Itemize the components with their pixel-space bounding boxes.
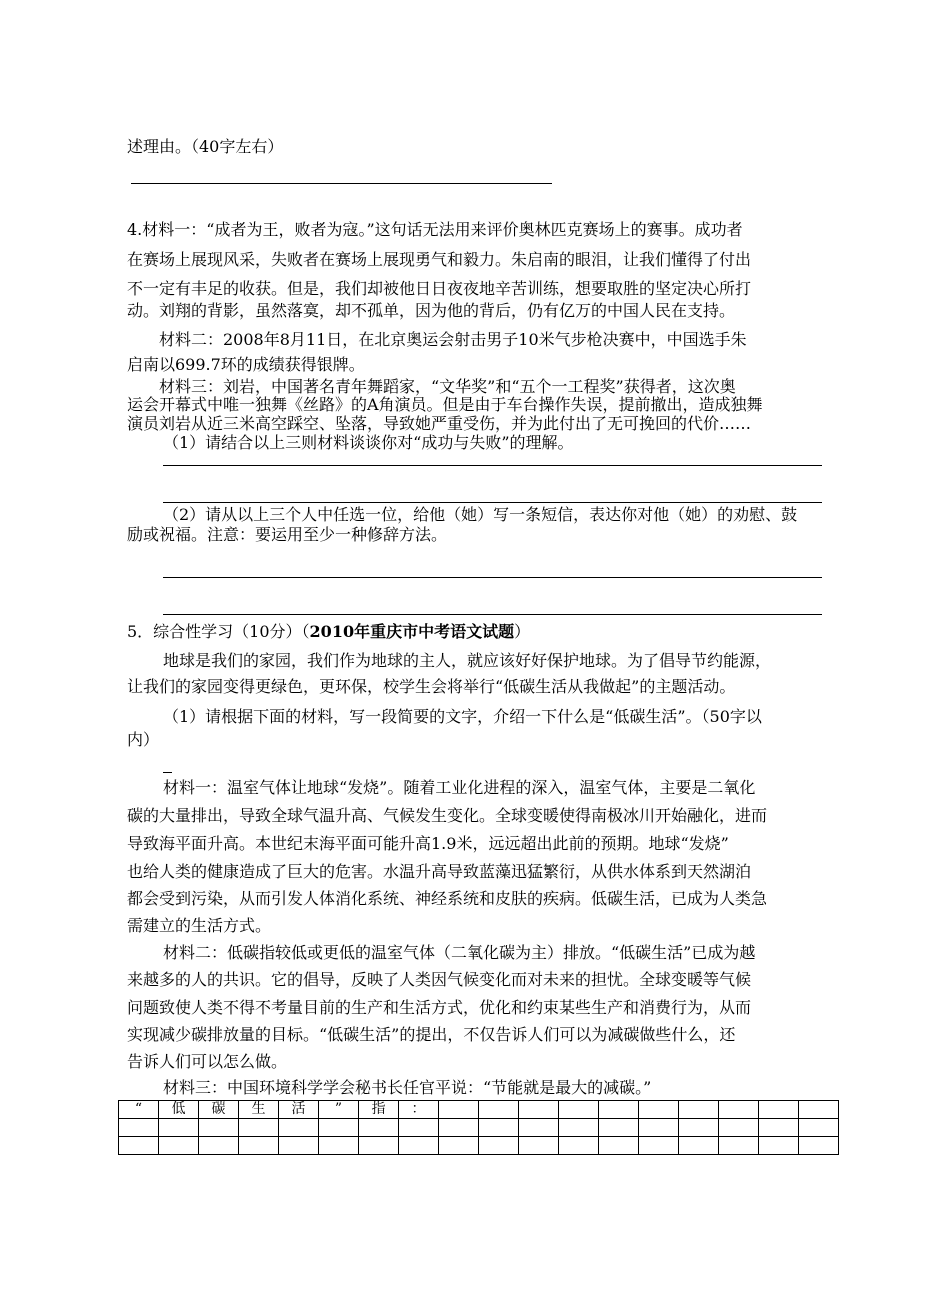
grid-cell[interactable]	[359, 1137, 399, 1155]
q4-material1-line: 动。刘翔的背影，虽然落寞，却不孤单，因为他的背后，仍有亿万的中国人民在支持。	[127, 301, 736, 320]
q5-material2-line: 告诉人们可以怎么做。	[127, 1052, 288, 1071]
q5-heading	[127, 622, 530, 642]
grid-cell[interactable]	[199, 1137, 239, 1155]
grid-cell[interactable]	[359, 1119, 399, 1137]
grid-cell[interactable]	[479, 1119, 519, 1137]
grid-cell[interactable]	[719, 1101, 759, 1119]
grid-cell[interactable]	[759, 1119, 799, 1137]
grid-cell[interactable]	[119, 1137, 159, 1155]
grid-cell[interactable]	[279, 1119, 319, 1137]
grid-cell[interactable]	[799, 1119, 839, 1137]
q5-material3-line: 材料三：中国环境科学学会秘书长任官平说：“节能就是最大的减碳。”	[163, 1078, 652, 1097]
grid-cell[interactable]: 生	[239, 1101, 279, 1119]
q5-heading-close: ）	[514, 622, 531, 641]
grid-cell[interactable]	[559, 1101, 599, 1119]
grid-cell[interactable]	[759, 1101, 799, 1119]
grid-cell[interactable]: “	[119, 1101, 159, 1119]
grid-cell[interactable]	[759, 1137, 799, 1155]
q4-material1-line: 4.材料一：“成者为王，败者为寇。”这句话无法用来评价奥林匹克赛场上的赛事。成功者	[127, 220, 743, 239]
grid-cell[interactable]	[519, 1101, 559, 1119]
q5-material1-line: 材料一：温室气体让地球“发烧”。随着工业化进程的深入，温室气体，主要是二氧化	[163, 778, 756, 797]
grid-row	[119, 1119, 839, 1137]
q4-sub2-answer-line[interactable]	[163, 577, 822, 578]
q5-material2-line: 材料二：低碳指较低或更低的温室气体（二氧化碳为主）排放。“低碳生活”已成为越	[163, 943, 756, 962]
q4-sub1-prompt: （1）请结合以上三则材料谈谈你对“成功与失败”的理解。	[163, 433, 574, 452]
q4-material1-line: 在赛场上展现风采，失败者在赛场上展现勇气和毅力。朱启南的眼泪，让我们懂得了付出	[127, 250, 752, 269]
grid-cell[interactable]	[159, 1137, 199, 1155]
q4-sub2-prompt: 励或祝福。注意：要运用至少一种修辞方法。	[127, 525, 448, 544]
q4-material2-line: 材料二：2008年8月11日，在北京奥运会射击男子10米气步枪决赛中，中国选手朱	[159, 330, 747, 349]
q5-material2-line: 来越多的人的共识。它的倡导，反映了人类因气候变化而对未来的担忧。全球变暖等气候	[127, 970, 752, 989]
grid-cell[interactable]	[439, 1137, 479, 1155]
q5-material1-line: 导致海平面升高。本世纪末海平面可能升高1.9米，远远超出此前的预期。地球“发烧”	[127, 834, 729, 853]
grid-cell[interactable]	[559, 1119, 599, 1137]
grid-cell[interactable]	[639, 1101, 679, 1119]
q4-sub2-answer-line[interactable]	[163, 614, 822, 615]
grid-cell[interactable]	[519, 1119, 559, 1137]
grid-cell[interactable]	[679, 1101, 719, 1119]
grid-cell[interactable]: ：	[399, 1101, 439, 1119]
grid-cell[interactable]	[799, 1137, 839, 1155]
grid-cell[interactable]	[279, 1137, 319, 1155]
q3-tail-text: 述理由。（40字左右）	[127, 137, 284, 156]
q5-heading-label: 5．综合性学习（10分）（	[127, 622, 310, 641]
grid-cell[interactable]	[599, 1137, 639, 1155]
grid-cell[interactable]	[319, 1119, 359, 1137]
q5-material1-line: 也给人类的健康造成了巨大的危害。水温升高导致蓝藻迅猛繁衍，从供水体系到天然湖泊	[127, 862, 752, 881]
grid-cell[interactable]	[719, 1119, 759, 1137]
grid-cell[interactable]	[399, 1119, 439, 1137]
grid-cell[interactable]	[439, 1101, 479, 1119]
grid-cell[interactable]	[439, 1119, 479, 1137]
grid-cell[interactable]	[639, 1119, 679, 1137]
q4-material1-line: 不一定有丰足的收获。但是，我们却被他日日夜夜地辛苦训练，想要取胜的坚定决心所打	[127, 279, 752, 298]
grid-cell[interactable]: 低	[159, 1101, 199, 1119]
q5-heading-source: 2010年重庆市中考语文试题	[309, 622, 515, 641]
grid-cell[interactable]	[319, 1137, 359, 1155]
grid-cell[interactable]: 碳	[199, 1101, 239, 1119]
grid-cell[interactable]	[479, 1101, 519, 1119]
q5-sub1-prompt: 内）	[127, 730, 160, 749]
q5-material1-line: 都会受到污染，从而引发人体消化系统、神经系统和皮肤的疾病。低碳生活，已成为人类急	[127, 889, 768, 908]
q5-material2-line: 问题致使人类不得不考量目前的生产和生活方式，优化和约束某些生产和消费行为，从而	[127, 998, 752, 1017]
q4-material3-line: 材料三：刘岩，中国著名青年舞蹈家，“文华奖”和“五个一工程奖”获得者，这次奥	[159, 377, 736, 396]
grid-cell[interactable]	[639, 1137, 679, 1155]
grid-cell[interactable]: 活	[279, 1101, 319, 1119]
grid-cell[interactable]	[599, 1119, 639, 1137]
answer-grid	[118, 1100, 839, 1155]
grid-cell[interactable]	[599, 1101, 639, 1119]
grid-cell[interactable]	[519, 1137, 559, 1155]
q4-sub1-answer-line[interactable]	[163, 465, 822, 466]
q4-sub2-prompt: （2）请从以上三个人中任选一位，给他（她）写一条短信，表达你对他（她）的劝慰、鼓	[163, 505, 798, 524]
grid-cell[interactable]	[399, 1137, 439, 1155]
grid-cell[interactable]	[559, 1137, 599, 1155]
grid-cell[interactable]	[679, 1137, 719, 1155]
grid-cell[interactable]	[159, 1119, 199, 1137]
grid-row	[119, 1137, 839, 1155]
grid-cell[interactable]	[119, 1119, 159, 1137]
q4-material3-line: 运会开幕式中唯一独舞《丝路》的A角演员。但是由于车台操作失误，提前撤出，造成独舞	[127, 395, 763, 414]
grid-cell[interactable]	[239, 1137, 279, 1155]
q4-material2-line: 启南以699.7环的成绩获得银牌。	[127, 355, 365, 374]
q5-intro-line: 地球是我们的家园，我们作为地球的主人，就应该好好保护地球。为了倡导节约能源，	[163, 651, 772, 670]
grid-cell[interactable]: ”	[319, 1101, 359, 1119]
q5-sub1-prompt: （1）请根据下面的材料，写一段简要的文字，介绍一下什么是“低碳生活”。（50字以	[163, 707, 762, 726]
q5-material1-line: 碳的大量排出，导致全球气温升高、气候发生变化。全球变暖使得南极冰川开始融化，进而	[127, 806, 768, 825]
grid-row	[119, 1101, 839, 1119]
q4-sub1-answer-line[interactable]	[163, 502, 822, 503]
q5-sub1-cursor-mark	[163, 772, 172, 773]
q5-intro-line: 让我们的家园变得更绿色，更环保，校学生会将举行“低碳生活从我做起”的主题活动。	[127, 677, 736, 696]
q4-material3-line: 演员刘岩从近三米高空踩空、坠落，导致她严重受伤，并为此付出了无可挽回的代价……	[127, 414, 752, 433]
grid-cell[interactable]	[479, 1137, 519, 1155]
grid-cell[interactable]	[719, 1137, 759, 1155]
grid-cell[interactable]	[199, 1119, 239, 1137]
q3-answer-line[interactable]	[131, 183, 552, 184]
grid-cell[interactable]	[239, 1119, 279, 1137]
grid-cell[interactable]: 指	[359, 1101, 399, 1119]
grid-cell[interactable]	[799, 1101, 839, 1119]
grid-cell[interactable]	[679, 1119, 719, 1137]
q5-material2-line: 实现减少碳排放量的目标。“低碳生活”的提出，不仅告诉人们可以为减碳做些什么，还	[127, 1025, 736, 1044]
q5-material1-line: 需建立的生活方式。	[127, 916, 272, 935]
